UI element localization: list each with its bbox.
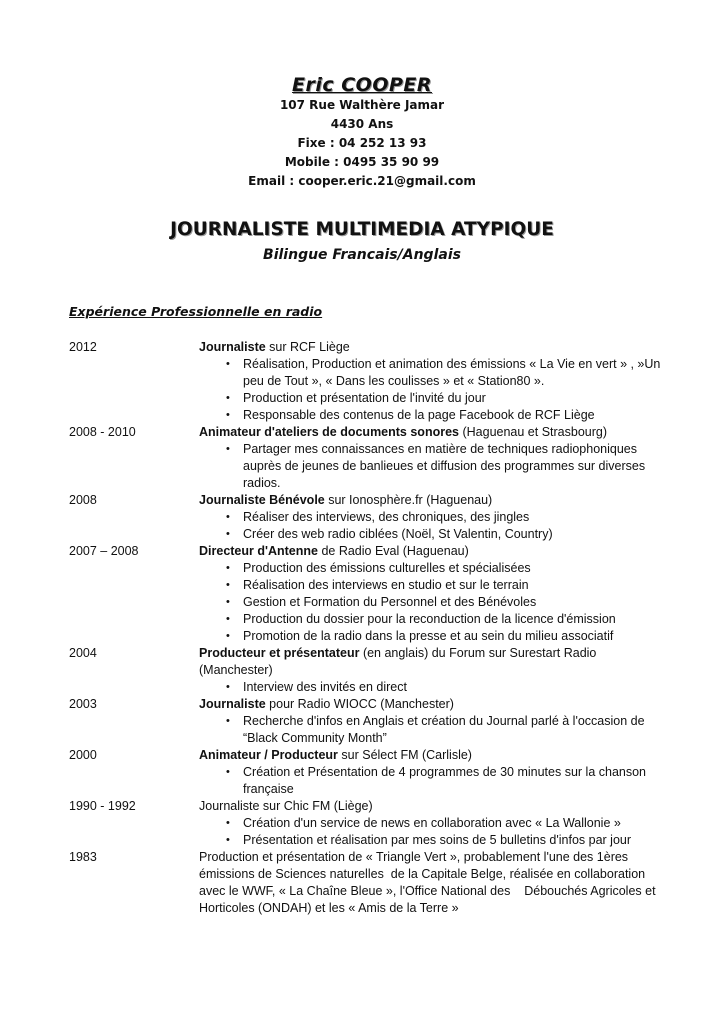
list-item: • Réaliser des interviews, des chroniques, des jingles (199, 509, 669, 526)
job-title: JOURNALISTE MULTIMEDIA ATYPIQUE (170, 219, 554, 240)
entry-content (199, 747, 669, 798)
entry-content (199, 339, 669, 424)
entry-year: 2003 (69, 697, 97, 711)
entry-content (199, 492, 669, 543)
entry-detail: sur Ionosphère.fr (Haguenau) (324, 493, 493, 507)
entry-content (199, 424, 669, 492)
experience-entry (69, 747, 669, 798)
experience-entry (69, 543, 669, 645)
entry-role: Producteur et présentateur (199, 646, 360, 660)
subtitle: Bilingue Francais/Anglais (263, 247, 461, 263)
section-title: Expérience Professionnelle en radio (69, 304, 323, 319)
entry-heading (199, 492, 669, 509)
experience-entry (69, 696, 669, 747)
entry-detail: (en anglais) du Forum sur Surestart Radio (Manchester) (199, 646, 600, 677)
email: Email : cooper.eric.21@gmail.com (248, 174, 476, 188)
list-item: • Création d'un service de news en collaboration avec « La Wallonie » (199, 815, 669, 832)
experience-list (69, 339, 669, 917)
list-item: • Promotion de la radio dans la presse et au sein du milieu associatif (199, 628, 669, 645)
entry-detail: pour Radio WIOCC (Manchester) (265, 697, 454, 711)
list-item: • Gestion et Formation du Personnel et des Bénévoles (199, 594, 669, 611)
entry-content (199, 696, 669, 747)
entry-detail: Production et présentation de « Triangle Vert », probablement l'une des 1ères émissions de Sciences naturelles de la Capitale Belge, réalisée en collaboration avec le WWF, « La Chaîne Bleue », l'Office National des Débouchés Agricoles et Horticoles (ONDAH) et les « Amis de la Terre » (199, 850, 660, 915)
entry-content (199, 645, 669, 696)
entry-heading (199, 543, 669, 560)
entry-heading (199, 747, 669, 764)
entry-role: Animateur d'ateliers de documents sonores (199, 425, 459, 439)
experience-entry (69, 492, 669, 543)
entry-detail: de Radio Eval (Haguenau) (317, 544, 469, 558)
entry-bullets (199, 441, 669, 492)
entry-year: 2012 (69, 340, 97, 354)
list-item: • Production et présentation de l'invité du jour (199, 390, 669, 407)
entry-content (199, 798, 669, 849)
cv-header (0, 74, 724, 191)
entry-year: 1990 - 1992 (69, 799, 136, 813)
entry-year: 1983 (69, 850, 97, 864)
experience-entry (69, 849, 669, 917)
entry-heading (199, 339, 669, 356)
entry-detail: sur Sélect FM (Carlisle) (337, 748, 472, 762)
title-block (0, 218, 724, 268)
entry-bullets (199, 356, 669, 424)
entry-bullets (199, 509, 669, 543)
entry-bullets (199, 764, 669, 798)
experience-entry (69, 798, 669, 849)
list-item: • Partager mes connaissances en matière de techniques radiophoniques auprès de jeunes de banlieues et diffusion des programmes sur diverses radios. (199, 441, 669, 492)
entry-heading (199, 696, 669, 713)
entry-role: Directeur d'Antenne (199, 544, 318, 558)
entry-detail: sur RCF Liège (265, 340, 350, 354)
address-city: 4430 Ans (330, 117, 394, 131)
address-street: 107 Rue Walthère Jamar (279, 98, 445, 112)
entry-role: Animateur / Producteur (199, 748, 338, 762)
entry-detail: (Haguenau et Strasbourg) (459, 425, 608, 439)
entry-heading (199, 849, 669, 917)
entry-heading (199, 645, 669, 679)
experience-entry (69, 424, 669, 492)
entry-bullets (199, 560, 669, 645)
list-item: • Production des émissions culturelles et spécialisées (199, 560, 669, 577)
list-item: • Recherche d'infos en Anglais et création du Journal parlé à l'occasion de “Black Community Month” (199, 713, 669, 747)
list-item: • Responsable des contenus de la page Facebook de RCF Liège (199, 407, 669, 424)
entry-year: 2008 (69, 493, 97, 507)
entry-content (199, 849, 669, 917)
entry-role: Journaliste (199, 340, 266, 354)
phone-fixed: Fixe : 04 252 13 93 (297, 136, 427, 150)
entry-role: Journaliste Bénévole (199, 493, 325, 507)
entry-content (199, 543, 669, 645)
entry-year: 2000 (69, 748, 97, 762)
list-item: • Interview des invités en direct (199, 679, 669, 696)
entry-bullets (199, 679, 669, 696)
entry-heading (199, 424, 669, 441)
candidate-name: Eric COOPER (291, 74, 433, 96)
list-item: • Réalisation, Production et animation des émissions « La Vie en vert » , »Un peu de Tout », « Dans les coulisses » et « Station80 ». (199, 356, 669, 390)
entry-heading (199, 798, 669, 815)
entry-year: 2007 – 2008 (69, 544, 139, 558)
list-item: • Créer des web radio ciblées (Noël, St Valentin, Country) (199, 526, 669, 543)
phone-mobile: Mobile : 0495 35 90 99 (284, 155, 440, 169)
list-item: • Présentation et réalisation par mes soins de 5 bulletins d'infos par jour (199, 832, 669, 849)
list-item: • Production du dossier pour la reconduction de la licence d'émission (199, 611, 669, 628)
entry-role: Journaliste (199, 697, 266, 711)
entry-bullets (199, 713, 669, 747)
entry-bullets (199, 815, 669, 849)
list-item: • Réalisation des interviews en studio et sur le terrain (199, 577, 669, 594)
entry-detail: Journaliste sur Chic FM (Liège) (199, 799, 373, 813)
experience-entry (69, 339, 669, 424)
entry-year: 2004 (69, 646, 97, 660)
experience-entry (69, 645, 669, 696)
entry-year: 2008 - 2010 (69, 425, 136, 439)
list-item: • Création et Présentation de 4 programmes de 30 minutes sur la chanson française (199, 764, 669, 798)
